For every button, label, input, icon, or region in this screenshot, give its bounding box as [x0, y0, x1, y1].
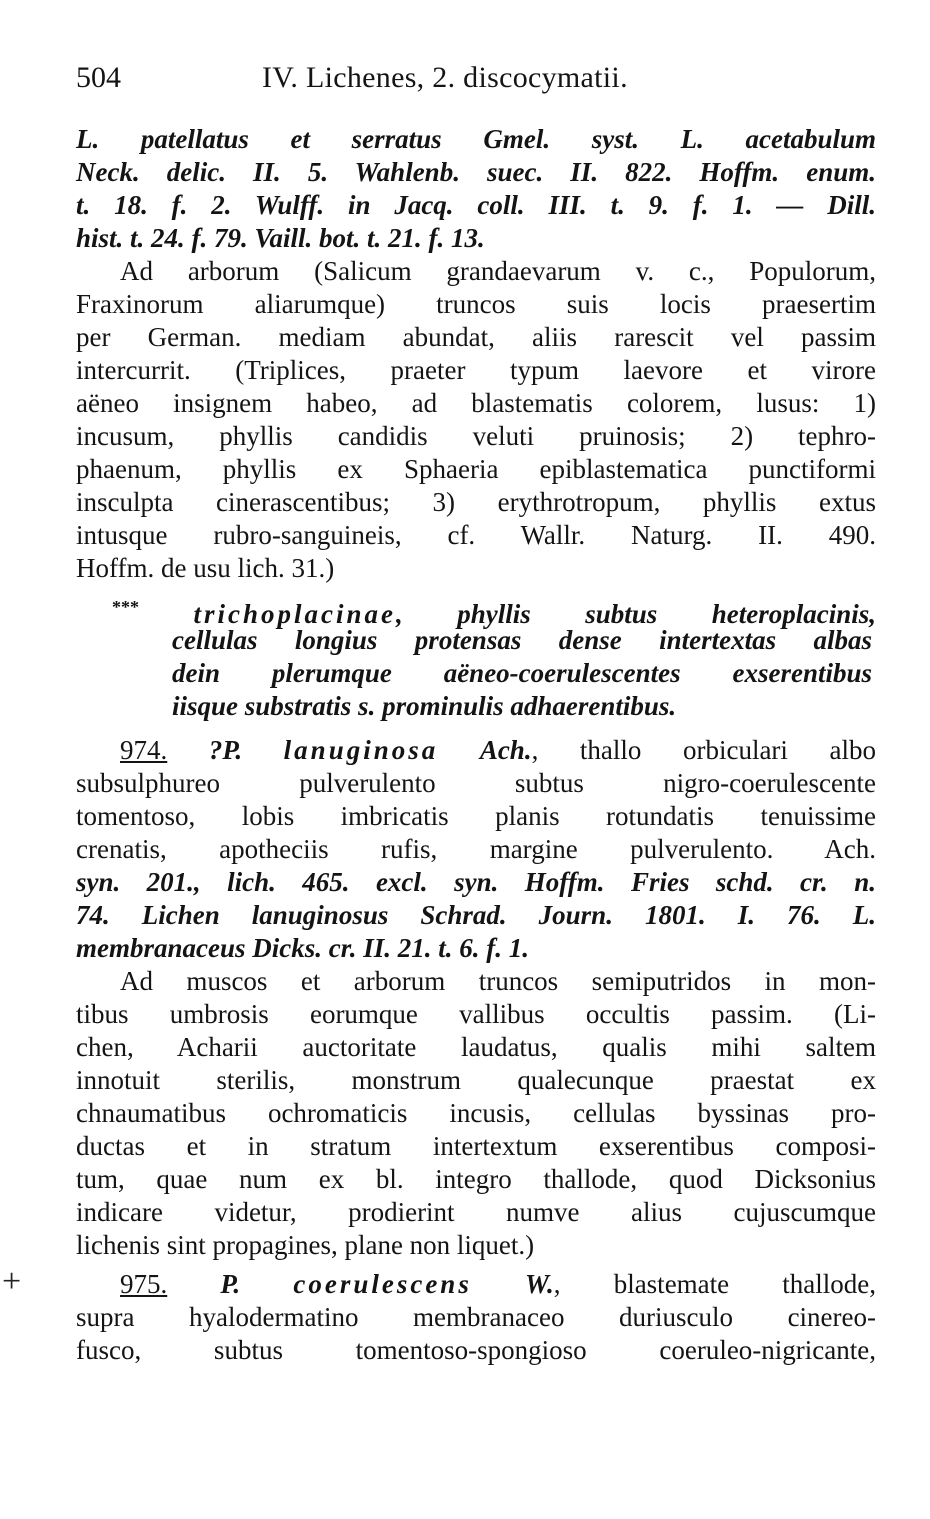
body-line: aëneo insignem habeo, ad blastematis colorem, lusus: 1)	[76, 388, 876, 418]
synonym-line: 74. Lichen lanuginosus Schrad. Journ. 1801. I. 76. L.	[76, 900, 876, 930]
section-stars: ***	[112, 597, 139, 617]
body-line: chen, Acharii auctoritate laudatus, qualis mihi saltem	[76, 1032, 876, 1062]
entry-number: 974.	[120, 735, 168, 765]
species-name: coerulescens	[293, 1269, 472, 1299]
diagnosis-line: tomentoso, lobis imbricatis planis rotundatis tenuissime	[76, 801, 876, 831]
synonym-line: hist. t. 24. f. 79. Vaill. bot. t. 21. f. 13.	[76, 223, 485, 253]
body-line: intercurrit. (Triplices, praeter typum laevore et virore	[76, 355, 876, 385]
running-title: IV. Lichenes, 2. discocymatii.	[262, 61, 628, 94]
body-line: per German. mediam abundat, aliis rarescit vel passim	[76, 322, 876, 352]
entry-974-heading	[120, 733, 876, 767]
diagnosis-line: supra hyalodermatino membranaceo duriusculo cinereo-	[76, 1302, 876, 1332]
section-line: iisque substratis s. prominulis adhaerentibus.	[172, 691, 677, 721]
entry-marker: P.	[220, 1269, 241, 1299]
species-author: Ach.	[479, 735, 532, 765]
entry-975-heading	[120, 1267, 876, 1301]
synonym-line: t. 18. f. 2. Wulff. in Jacq. coll. III. t. 9. f. 1. — Dill.	[76, 190, 876, 220]
body-line: incusum, phyllis candidis veluti pruinosis; 2) tephro-	[76, 421, 876, 451]
body-line: ductas et in stratum intertextum exserentibus composi-	[76, 1131, 876, 1161]
synonym-line: L. patellatus et serratus Gmel. syst. L. acetabulum	[76, 124, 876, 154]
section-heading	[112, 590, 876, 629]
diagnosis-start: , blastemate thallode,	[553, 1269, 877, 1299]
entry-number: 975.	[120, 1269, 168, 1299]
body-line: intusque rubro-sanguineis, cf. Wallr. Naturg. II. 490.	[76, 520, 876, 550]
body-line: Fraxinorum aliarumque) truncos suis locis praesertim	[76, 289, 876, 319]
body-line: tibus umbrosis eorumque vallibus occultis passim. (Li-	[76, 999, 876, 1029]
section-description: , phyllis subtus heteroplacinis,	[395, 599, 876, 629]
body-line: Ad muscos et arborum truncos semiputridos in mon-	[120, 966, 876, 996]
page-header	[76, 58, 876, 98]
page-number: 504	[76, 61, 121, 94]
entry-marker: ?P.	[208, 735, 243, 765]
body-line: indicare videtur, prodierint numve alius cujuscumque	[76, 1197, 876, 1227]
section-line: cellulas longius protensas dense intertextas albas	[172, 625, 872, 655]
diagnosis-line: subsulphureo pulverulento subtus nigro-coerulescente	[76, 768, 876, 798]
body-line: Ad arborum (Salicum grandaevarum v. c., Populorum,	[120, 256, 876, 286]
body-line: innotuit sterilis, monstrum qualecunque praestat ex	[76, 1065, 876, 1095]
synonym-line: Neck. delic. II. 5. Wahlenb. suec. II. 822. Hoffm. enum.	[76, 157, 876, 187]
diagnosis-line: fusco, subtus tomentoso-spongioso coeruleo-nigricante,	[76, 1335, 876, 1365]
section-title: trichoplacinae	[193, 599, 396, 629]
body-line: insculpta cinerascentibus; 3) erythrotropum, phyllis extus	[76, 487, 876, 517]
body-line: chnaumatibus ochromaticis incusis, cellulas byssinas pro-	[76, 1098, 876, 1128]
body-line: Hoffm. de usu lich. 31.)	[76, 553, 335, 583]
synonym-line: syn. 201., lich. 465. excl. syn. Hoffm. Fries schd. cr. n.	[76, 867, 876, 897]
section-line: dein plerumque aëneo-coerulescentes exserentibus	[172, 658, 872, 688]
body-line: phaenum, phyllis ex Sphaeria epiblastematica punctiformi	[76, 454, 876, 484]
species-author: W.	[525, 1269, 554, 1299]
diagnosis-line: crenatis, apotheciis rufis, margine pulverulento. Ach.	[76, 834, 876, 864]
synonym-line: membranaceus Dicks. cr. II. 21. t. 6. f. 1.	[76, 933, 530, 963]
body-line: lichenis sint propagines, plane non liquet.)	[76, 1230, 535, 1260]
species-name: lanuginosa	[283, 735, 439, 765]
diagnosis-start: , thallo orbiculari albo	[531, 735, 876, 765]
margin-plus-mark: +	[2, 1263, 22, 1300]
body-line: tum, quae num ex bl. integro thallode, quod Dicksonius	[76, 1164, 876, 1194]
